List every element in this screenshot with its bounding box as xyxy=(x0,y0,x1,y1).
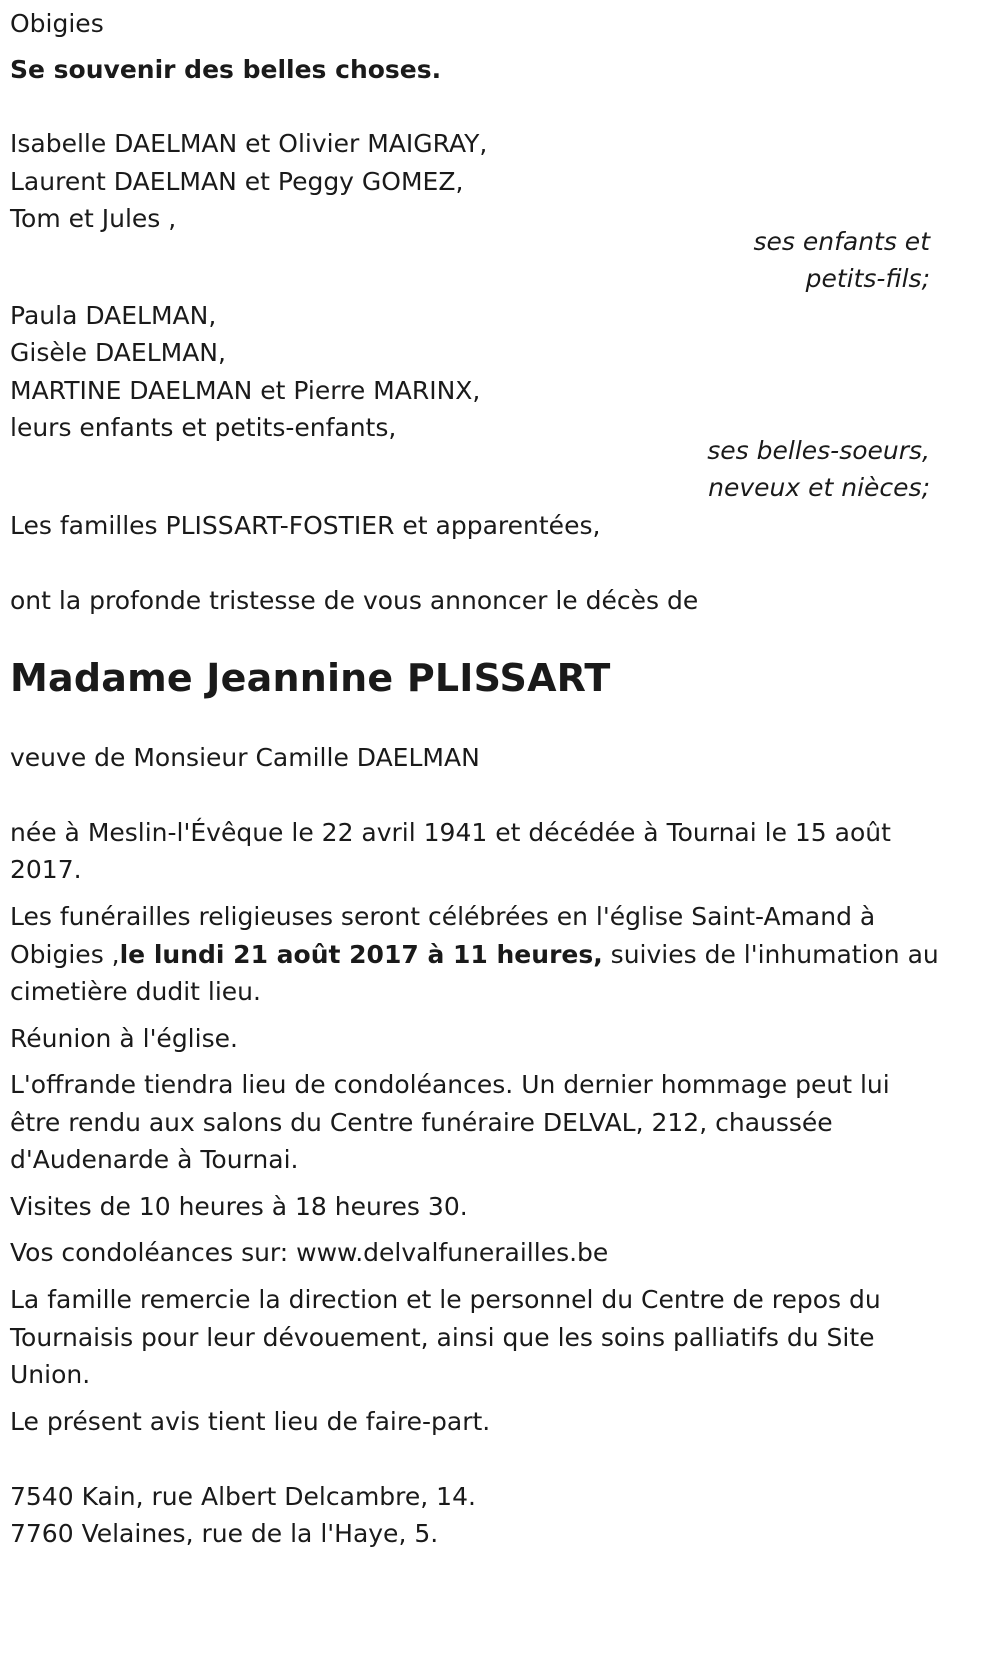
motto: Se souvenir des belles choses. xyxy=(10,55,442,84)
meeting: Réunion à l'église. xyxy=(10,1024,238,1053)
thanks-text: La famille remercie la direction et le personnel du Centre de repos du xyxy=(10,1285,881,1314)
offering-text: d'Audenarde à Tournai. xyxy=(10,1145,299,1174)
relation-label: ses enfants et xyxy=(753,227,930,256)
relation-label: neveux et nièces; xyxy=(708,473,930,502)
funeral-burial: suivies de l'inhumation au xyxy=(602,940,939,969)
funeral-place: Obigies , xyxy=(10,940,120,969)
widow-of: veuve de Monsieur Camille DAELMAN xyxy=(10,743,480,772)
offering-text: être rendu aux salons du Centre funéraire DELVAL, 212, chaussée xyxy=(10,1108,833,1137)
funeral-text: Les funérailles religieuses seront célébrées en l'église Saint-Amand à xyxy=(10,902,876,931)
relation-label: ses belles-soeurs, xyxy=(707,436,930,465)
visits: Visites de 10 heures à 18 heures 30. xyxy=(10,1192,468,1221)
family-line: Tom et Jules , xyxy=(10,204,177,233)
thanks-text: Union. xyxy=(10,1360,91,1389)
address: 7540 Kain, rue Albert Delcambre, 14. xyxy=(10,1482,476,1511)
location: Obigies xyxy=(10,9,104,38)
family-line: leurs enfants et petits-enfants, xyxy=(10,413,397,442)
birth-death: née à Meslin-l'Évêque le 22 avril 1941 et décédée à Tournai le 15 août xyxy=(10,818,891,847)
birth-death: 2017. xyxy=(10,855,82,884)
offering-text: L'offrande tiendra lieu de condoléances. Un dernier hommage peut lui xyxy=(10,1070,890,1099)
thanks-text: Tournaisis pour leur dévouement, ainsi que les soins palliatifs du Site xyxy=(10,1323,875,1352)
notice: Le présent avis tient lieu de faire-part. xyxy=(10,1407,491,1436)
address: 7760 Velaines, rue de la l'Haye, 5. xyxy=(10,1519,439,1548)
family-line: Gisèle DAELMAN, xyxy=(10,338,226,367)
announcement: ont la profonde tristesse de vous annoncer le décès de xyxy=(10,586,699,615)
deceased-name: Madame Jeannine PLISSART xyxy=(10,656,611,700)
funeral-text: cimetière dudit lieu. xyxy=(10,977,261,1006)
family-line: Paula DAELMAN, xyxy=(10,301,217,330)
family-line: Isabelle DAELMAN et Olivier MAIGRAY, xyxy=(10,129,488,158)
condolences: Vos condoléances sur: www.delvalfunerailles.be xyxy=(10,1238,609,1267)
family-line: Les familles PLISSART-FOSTIER et apparentées, xyxy=(10,511,601,540)
funeral-date: le lundi 21 août 2017 à 11 heures, xyxy=(119,940,603,969)
family-line: Laurent DAELMAN et Peggy GOMEZ, xyxy=(10,167,464,196)
family-line: MARTINE DAELMAN et Pierre MARINX, xyxy=(10,376,481,405)
funeral-text xyxy=(10,936,939,974)
relation-label: petits-fils; xyxy=(805,264,930,293)
